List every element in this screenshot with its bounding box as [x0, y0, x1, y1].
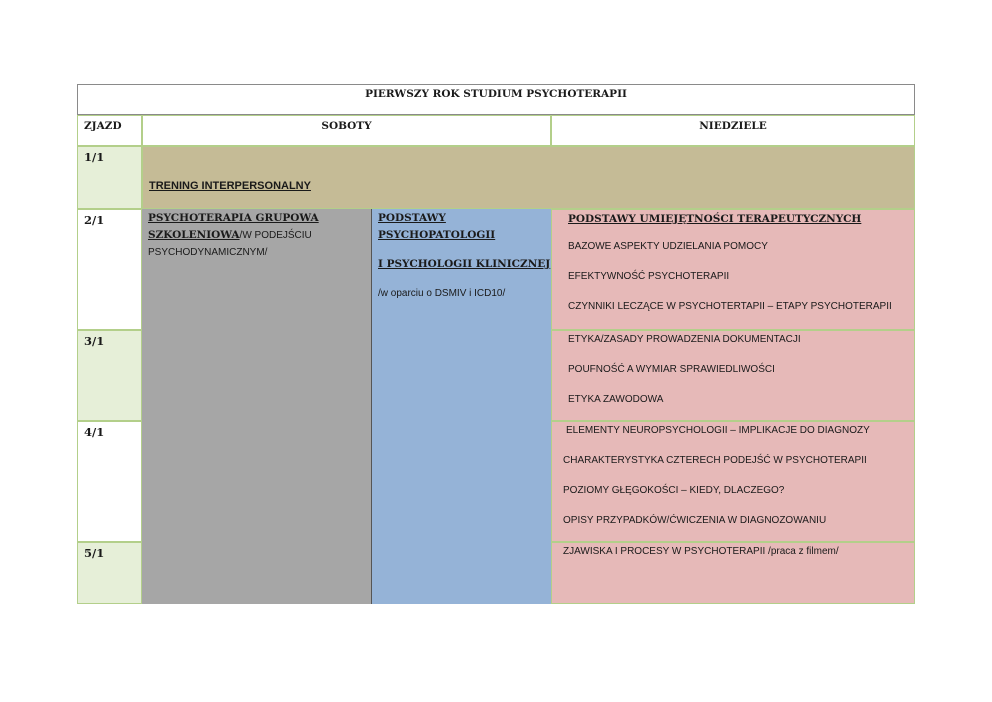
psychopatologia-line4: /w oparciu o DSMIV i ICD10/ — [378, 288, 506, 299]
list-item: ETYKA/ZASADY PROWADZENIA DOKUMENTACJI — [568, 334, 801, 345]
niedziele-block-3 — [551, 330, 915, 421]
psychopatologia-line3: I PSYCHOLOGII KLINICZNEJ — [378, 258, 551, 270]
trening-cell — [142, 146, 915, 209]
grupowa-line1: PSYCHOTERAPIA GRUPOWA — [148, 212, 319, 224]
list-item: CZYNNIKI LECZĄCE W PSYCHOTERTAPII – ETAPY PSYCHOTERAPII — [568, 301, 892, 312]
niedziele-heading: PODSTAWY UMIEJĘTNOŚCI TERAPEUTYCZNYCH — [568, 213, 862, 225]
grupowa-line2: SZKOLENIOWA/W PODEJŚCIU — [148, 229, 312, 241]
list-item: ETYKA ZAWODOWA — [568, 394, 664, 405]
zjazd-cell: 5/1 — [77, 542, 142, 604]
list-item: BAZOWE ASPEKTY UDZIELANIA POMOCY — [568, 241, 768, 252]
zjazd-cell: 4/1 — [77, 421, 142, 542]
list-item: CHARAKTERYSTYKA CZTERECH PODEJŚĆ W PSYCHOTERAPII — [563, 455, 867, 466]
psychopatologia-cell — [372, 209, 551, 604]
header-zjazd: ZJAZD — [77, 115, 142, 146]
psychopatologia-line2: PSYCHOPATOLOGII — [378, 229, 496, 241]
zjazd-cell: 3/1 — [77, 330, 142, 421]
grupowa-cell — [142, 209, 372, 604]
list-item: POZIOMY GŁĘGOKOŚCI – KIEDY, DLACZEGO? — [563, 485, 785, 496]
header-soboty: SOBOTY — [142, 115, 551, 146]
psychopatologia-line1: PODSTAWY — [378, 212, 446, 224]
list-item: EFEKTYWNOŚĆ PSYCHOTERAPII — [568, 271, 730, 282]
niedziele-block-2 — [551, 209, 915, 330]
list-item: ZJAWISKA I PROCESY W PSYCHOTERAPII /praca z filmem/ — [563, 546, 839, 557]
grupowa-line3: PSYCHODYNAMICZNYM/ — [148, 247, 268, 258]
header-niedziele: NIEDZIELE — [551, 115, 915, 146]
trening-label: TRENING INTERPERSONALNY — [149, 180, 311, 192]
zjazd-cell: 1/1 — [77, 146, 142, 209]
list-item: OPISY PRZYPADKÓW/ĆWICZENIA W DIAGNOZOWANIU — [563, 515, 827, 526]
table-title: PIERWSZY ROK STUDIUM PSYCHOTERAPII — [77, 84, 915, 115]
niedziele-block-5 — [551, 542, 915, 604]
list-item: POUFNOŚĆ A WYMIAR SPRAWIEDLIWOŚCI — [568, 364, 775, 375]
niedziele-block-4 — [551, 421, 915, 542]
list-item: ELEMENTY NEUROPSYCHOLOGII – IMPLIKACJE DO DIAGNOZY — [566, 425, 870, 436]
zjazd-cell: 2/1 — [77, 209, 142, 330]
